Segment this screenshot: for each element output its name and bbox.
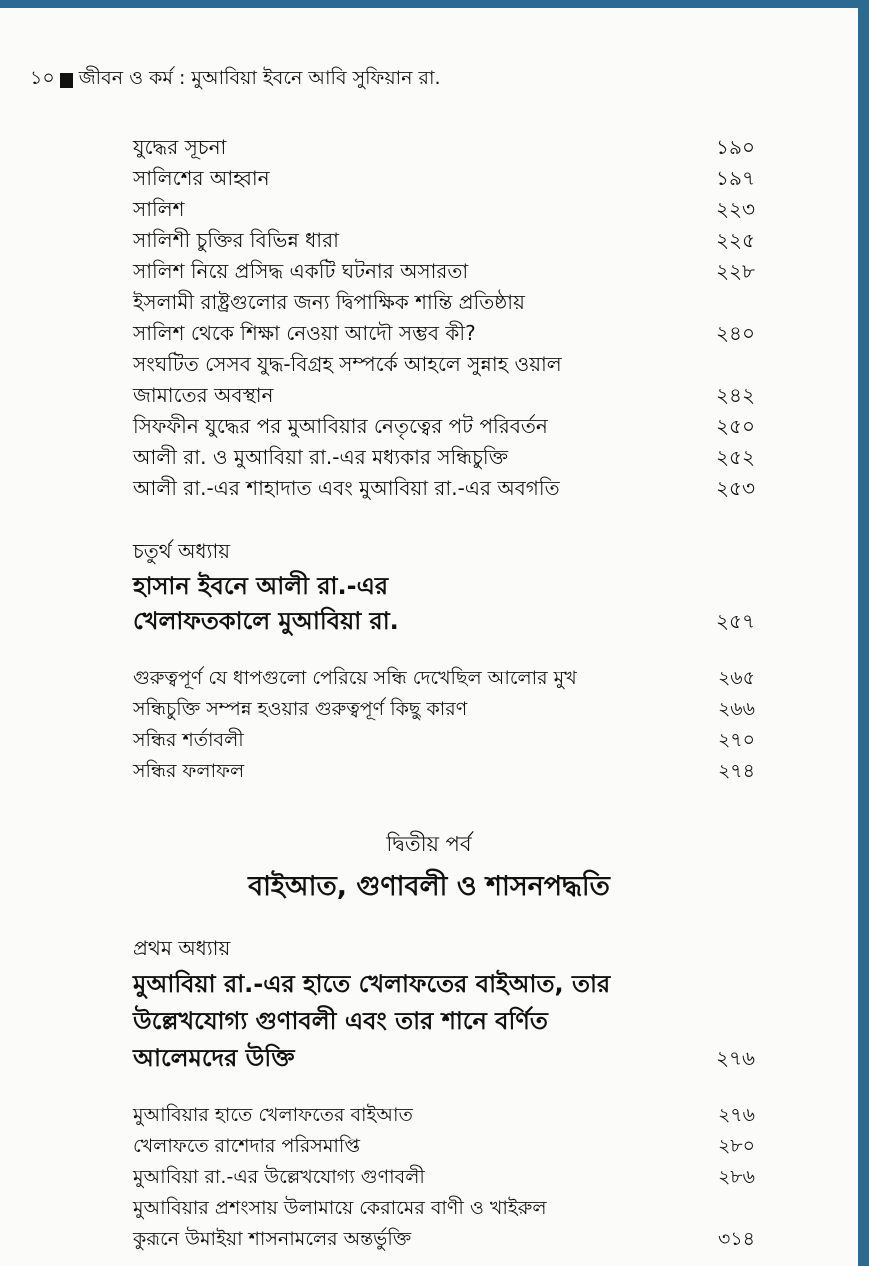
toc-entry	[133, 349, 755, 379]
toc-entry-page: ২৬৬	[717, 698, 755, 720]
toc-entry	[133, 287, 755, 317]
toc-entry-title: সালিশ থেকে শিক্ষা নেওয়া আদৌ সম্ভব কী?	[133, 321, 476, 345]
toc-entry-title: জামাতের অবস্থান	[133, 383, 274, 407]
toc-entry-title: সিফফীন যুদ্ধের পর মুআবিয়ার নেতৃত্বের পট পরিবর্তন	[133, 414, 548, 438]
toc-entry	[133, 756, 755, 786]
toc-entry-page: ২২৩	[715, 197, 755, 221]
toc-entry-title: সন্ধির ফলাফল	[133, 760, 245, 782]
toc-entry-page: ১৯০	[716, 135, 755, 159]
toc-entry	[133, 256, 755, 286]
square-bullet-icon	[60, 73, 73, 88]
chapter-page: ২৫৭	[716, 609, 755, 633]
toc-entry-title: মুআবিয়ার প্রশংসায় উলামায়ে কেরামের বাণী ও খাইরুল	[133, 1197, 547, 1219]
toc-entry	[133, 1162, 755, 1192]
toc-entry	[133, 1224, 755, 1254]
toc-entry-title: গুরুত্বপূর্ণ যে ধাপগুলো পেরিয়ে সন্ধি দেখেছিল আলোর মুখ	[133, 667, 577, 689]
toc-entry	[133, 1193, 755, 1223]
chapter-label: চতুর্থ অধ্যায়	[133, 539, 231, 563]
toc-entry	[133, 473, 755, 503]
toc-entry-title: সালিশী চুক্তির বিভিন্ন ধারা	[133, 228, 339, 252]
header-title: জীবন ও কর্ম : মুআবিয়া ইবনে আবি সুফিয়ান রা.	[78, 67, 441, 89]
chapter-title: হাসান ইবনে আলী রা.-এর	[133, 572, 389, 600]
toc-entry	[133, 663, 755, 693]
toc-entry-page: ২৪২	[716, 383, 755, 407]
running-header	[30, 64, 441, 96]
toc-entry	[133, 318, 755, 348]
toc-entry-title: ইসলামী রাষ্ট্রগুলোর জন্য দ্বিপাক্ষিক শান্তি প্রতিষ্ঠায়	[133, 290, 525, 314]
toc-entry-page: ২২৫	[716, 228, 755, 252]
chapter-title: আলেমদের উক্তি	[133, 1044, 295, 1072]
toc-entry-page: ২৭৬	[717, 1104, 755, 1126]
toc-entry-page: ২৭০	[717, 729, 755, 751]
part-label: দ্বিতীয় পর্ব	[386, 832, 472, 856]
book-page	[0, 8, 858, 1266]
toc-entry-title: সংঘটিত সেসব যুদ্ধ-বিগ্রহ সম্পর্কে আহলে সুন্নাহ ওয়াল	[133, 352, 562, 376]
toc-entry-title: সালিশ	[133, 197, 185, 221]
toc-entry	[133, 132, 755, 162]
chapter-title-row	[133, 1043, 755, 1073]
toc-entry-page: ২৭৪	[717, 760, 755, 782]
header-page-number: ১০	[30, 67, 55, 89]
toc-entry	[133, 411, 755, 441]
toc-entry-title: যুদ্ধের সূচনা	[133, 135, 227, 159]
toc-entry-page: ২৫৩	[716, 476, 755, 500]
chapter-title: খেলাফতকালে মুআবিয়া রা.	[133, 607, 399, 635]
chapter-label: প্রথম অধ্যায়	[133, 936, 231, 960]
toc-entry	[133, 725, 755, 755]
chapter-page: ২৭৬	[715, 1046, 755, 1070]
toc-entry	[133, 380, 755, 410]
toc-entry-title: আলী রা. ও মুআবিয়া রা.-এর মধ্যকার সন্ধিচুক্তি	[133, 445, 509, 469]
toc-entry-page: ২৫০	[716, 414, 755, 438]
toc-entry	[133, 1131, 755, 1161]
toc-entry-title: সন্ধির শর্তাবলী	[133, 729, 244, 751]
toc-entry	[133, 225, 755, 255]
toc-entry-title: কুরূনে উমাইয়া শাসনামলের অন্তর্ভুক্তি	[133, 1228, 412, 1250]
chapter-title: উল্লেখযোগ্য গুণাবলী এবং তার শানে বর্ণিত	[133, 1007, 548, 1035]
toc-entry-title: আলী রা.-এর শাহাদাত এবং মুআবিয়া রা.-এর অবগতি	[133, 476, 560, 500]
toc-entry-page: ২৮০	[717, 1135, 755, 1157]
toc-entry	[133, 1100, 755, 1130]
toc-entry-title: সালিশের আহ্বান	[133, 166, 270, 190]
toc-entry-page: ২৪০	[716, 321, 755, 345]
toc-entry-page: ২৫২	[716, 445, 755, 469]
toc-entry	[133, 194, 755, 224]
toc-entry-page: ২৬৫	[717, 667, 755, 689]
toc-entry	[133, 163, 755, 193]
toc-entry-title: সালিশ নিয়ে প্রসিদ্ধ একটি ঘটনার অসারতা	[133, 259, 469, 283]
toc-entry-page: ২২৮	[716, 259, 755, 283]
toc-entry-page: ২৮৬	[717, 1166, 755, 1188]
chapter-title-row	[133, 606, 755, 636]
toc-entry-title: খেলাফতে রাশেদার পরিসমাপ্তি	[133, 1135, 360, 1157]
toc-entry	[133, 442, 755, 472]
toc-entry-title: সন্ধিচুক্তি সম্পন্ন হওয়ার গুরুত্বপূর্ণ কিছু কারণ	[133, 698, 468, 720]
chapter-title: মুআবিয়া রা.-এর হাতে খেলাফতের বাইআত, তার	[133, 970, 611, 998]
toc-entry-page: ৩১৪	[717, 1228, 755, 1250]
toc-entry-title: মুআবিয়া রা.-এর উল্লেখযোগ্য গুণাবলী	[133, 1166, 425, 1188]
toc-entry	[133, 694, 755, 724]
toc-entry-page: ১৯৭	[716, 166, 755, 190]
toc-entry-title: মুআবিয়ার হাতে খেলাফতের বাইআত	[133, 1104, 413, 1126]
part-title: বাইআত, গুণাবলী ও শাসনপদ্ধতি	[248, 871, 610, 902]
